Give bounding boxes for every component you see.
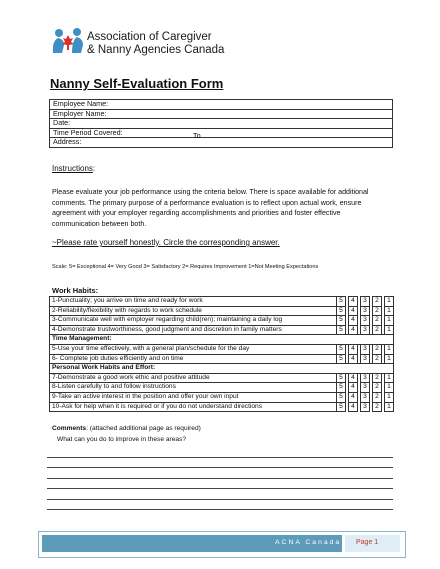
rating-option[interactable]: 2 <box>373 297 382 307</box>
logo-line-2: & Nanny Agencies Canada <box>87 44 225 56</box>
habit-row <box>50 306 394 316</box>
rating-option[interactable]: 4 <box>349 392 358 402</box>
rating-option[interactable]: 1 <box>385 316 394 326</box>
rating-option[interactable]: 3 <box>361 344 370 354</box>
rating-option[interactable]: 5 <box>337 383 346 393</box>
rating-option[interactable]: 4 <box>349 297 358 307</box>
habit-label: 2-Reliability/flexibility with regards to work schedule <box>50 306 337 316</box>
comment-line[interactable] <box>47 457 393 458</box>
work-habits-heading: Work Habits: <box>52 286 99 295</box>
comments-label: Comments <box>52 425 87 432</box>
rating-option[interactable]: 2 <box>373 383 382 393</box>
rating-option[interactable]: 3 <box>361 325 370 335</box>
habit-label: 6- Complete job duties efficiently and on time <box>50 354 337 364</box>
instructions-paragraph <box>52 187 392 229</box>
time-period-field[interactable]: Time Period Covered: <box>50 128 393 138</box>
instructions-label: Instructions <box>52 164 93 173</box>
rating-option[interactable]: 1 <box>385 402 394 412</box>
habit-row <box>50 402 394 412</box>
comment-line[interactable] <box>47 488 393 489</box>
section-row <box>50 335 394 345</box>
habit-row <box>50 392 394 402</box>
rating-option[interactable]: 4 <box>349 344 358 354</box>
rating-option[interactable]: 2 <box>373 306 382 316</box>
rating-option[interactable]: 4 <box>349 325 358 335</box>
rating-option[interactable]: 5 <box>337 297 346 307</box>
rating-option[interactable]: 1 <box>385 325 394 335</box>
instructions-heading <box>52 164 95 173</box>
rating-option[interactable]: 2 <box>373 402 382 412</box>
instructions-line: communication between both. <box>52 219 147 228</box>
instructions-line: agreement with your employer regarding accomplishments and priorities and foster effective <box>52 209 341 217</box>
rating-option[interactable]: 2 <box>373 325 382 335</box>
comments-heading <box>52 425 201 432</box>
instructions-line: Please evaluate your job performance using the criteria below. There is space available for additional <box>52 188 369 196</box>
acna-logo-icon <box>50 27 86 55</box>
rating-option[interactable]: 3 <box>361 306 370 316</box>
section-label: Time Management: <box>50 335 394 345</box>
habit-row <box>50 325 394 335</box>
habit-row <box>50 373 394 383</box>
habit-row <box>50 344 394 354</box>
comment-line[interactable] <box>47 467 393 468</box>
employee-info-table <box>49 99 393 148</box>
page-title: Nanny Self-Evaluation Form <box>50 76 224 91</box>
page-number: Page 1 <box>356 539 379 546</box>
rating-option[interactable]: 4 <box>349 354 358 364</box>
rating-option[interactable]: 5 <box>337 325 346 335</box>
rating-option[interactable]: 1 <box>385 373 394 383</box>
rating-option[interactable]: 5 <box>337 306 346 316</box>
instructions-line: comments. The primary purpose of a performance evaluation is to reflect upon actual work, ensure <box>52 198 362 207</box>
habit-label: 7-Demonstrate a good work ethic and positive attitude <box>50 373 337 383</box>
rate-note: ~Please rate yourself honestly. Circle the corresponding answer. <box>52 238 280 247</box>
habit-label: 1-Punctuality; you arrive on time and ready for work <box>50 297 337 307</box>
habit-row <box>50 383 394 393</box>
improve-question: What can you do to improve in these areas? <box>57 436 187 443</box>
rating-option[interactable]: 5 <box>337 402 346 412</box>
rating-option[interactable]: 4 <box>349 383 358 393</box>
habit-row <box>50 297 394 307</box>
footer-org: ACNA Canada <box>275 539 342 546</box>
address-field[interactable]: Address: <box>50 138 393 148</box>
habit-label: 9-Take an active interest in the position and offer your own input <box>50 392 337 402</box>
rating-option[interactable]: 3 <box>361 373 370 383</box>
rating-option[interactable]: 1 <box>385 344 394 354</box>
rating-option[interactable]: 3 <box>361 316 370 326</box>
rating-option[interactable]: 2 <box>373 373 382 383</box>
rating-option[interactable]: 2 <box>373 316 382 326</box>
rating-option[interactable]: 1 <box>385 383 394 393</box>
rating-option[interactable]: 3 <box>361 354 370 364</box>
rating-option[interactable]: 4 <box>349 316 358 326</box>
rating-option[interactable]: 4 <box>349 306 358 316</box>
rating-option[interactable]: 5 <box>337 392 346 402</box>
logo-text <box>87 31 224 57</box>
rating-option[interactable]: 4 <box>349 402 358 412</box>
employer-name-field[interactable]: Employer Name: <box>50 109 393 119</box>
section-label: Personal Work Habits and Effort: <box>50 364 394 374</box>
comment-line[interactable] <box>47 509 393 510</box>
logo-line-1: Association of Caregiver <box>87 31 212 43</box>
rating-option[interactable]: 3 <box>361 383 370 393</box>
comment-line[interactable] <box>47 478 393 479</box>
habit-label: 4-Demonstrate trustworthiness, good judgment and discretion in family matters <box>50 325 337 335</box>
rating-option[interactable]: 1 <box>385 354 394 364</box>
habit-label: 3-Communicate well with employer regarding child(ren); maintaining a daily log <box>50 316 337 326</box>
comments-note: : (attached additional page as required) <box>86 425 201 432</box>
rating-option[interactable]: 3 <box>361 297 370 307</box>
rating-option[interactable]: 3 <box>361 402 370 412</box>
work-habits-table <box>49 296 394 412</box>
rating-option[interactable]: 2 <box>373 392 382 402</box>
rating-option[interactable]: 4 <box>349 373 358 383</box>
rating-option[interactable]: 5 <box>337 373 346 383</box>
to-label: To <box>193 131 201 140</box>
habit-label: 10-Ask for help when it is required or if you do not understand directions <box>50 402 337 412</box>
date-field[interactable]: Date: <box>50 119 393 129</box>
footer-page-box <box>345 535 400 552</box>
rating-option[interactable]: 1 <box>385 306 394 316</box>
rating-option[interactable]: 2 <box>373 354 382 364</box>
habit-row <box>50 354 394 364</box>
instructions-colon: : <box>92 164 96 173</box>
employee-name-field[interactable]: Employee Name: <box>50 100 393 110</box>
rating-option[interactable]: 3 <box>361 392 370 402</box>
section-row <box>50 364 394 374</box>
rating-option[interactable]: 1 <box>385 392 394 402</box>
rating-option[interactable]: 5 <box>337 354 346 364</box>
rating-option[interactable]: 2 <box>373 344 382 354</box>
comment-line[interactable] <box>47 499 393 500</box>
habit-label: 5-Use your time effectively, with a general plan/schedule for the day <box>50 344 337 354</box>
rating-option[interactable]: 5 <box>337 344 346 354</box>
habit-label: 8-Listen carefully to and follow instructions <box>50 383 337 393</box>
rating-option[interactable]: 1 <box>385 297 394 307</box>
rating-scale: Scale: 5= Exceptional 4= Very Good 3= Satisfactory 2= Requires Improvement 1=Not Meeting Expectations <box>52 264 319 270</box>
habit-row <box>50 316 394 326</box>
rating-option[interactable]: 5 <box>337 316 346 326</box>
